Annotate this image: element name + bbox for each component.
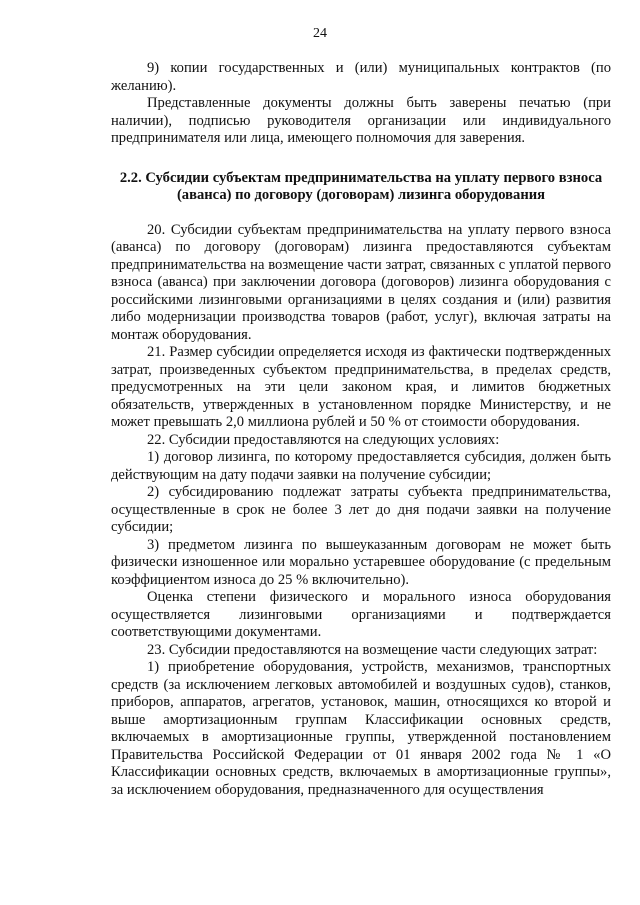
paragraph-certification: Представленные документы должны быть заверены печатью (при наличии), подписью руководителя организации или индивидуального предпринимателя или лица, имеющего полномочия для заверения. <box>111 95 611 146</box>
paragraph-22-condition-2: 2) субсидированию подлежат затраты субъекта предпринимательства, осуществленные в срок не более 3 лет до дня подачи заявки на получение субсидии; <box>111 484 611 535</box>
document-body <box>111 60 611 799</box>
paragraph-20: 20. Субсидии субъектам предпринимательства на уплату первого взноса (аванса) по договору (договорам) лизинга предоставляются субъектам предпринимательства на возмещение части затрат, связанных с уплатой первого взноса (аванса) при заключении договора (договоров) лизинга оборудования с российскими лизинговыми организациями в целях создания и (или) развития либо модернизации производства товаров (работ, услуг), включая затраты на монтаж оборудования. <box>111 221 611 343</box>
paragraph-22-condition-1: 1) договор лизинга, по которому предоставляется субсидия, должен быть действующим на дату подачи заявки на получение субсидии; <box>111 449 611 483</box>
paragraph-22: 22. Субсидии предоставляются на следующих условиях: <box>147 431 500 448</box>
paragraph-22-condition-3: 3) предметом лизинга по вышеуказанным договорам не может быть физически изношенное или морально устаревшее оборудование (с предельным коэффициентом износа до 25 % включительно). <box>111 536 611 588</box>
paragraph-23: 23. Субсидии предоставляются на возмещение части следующих затрат: <box>147 641 598 658</box>
paragraph-23-item-1: 1) приобретение оборудования, устройств, механизмов, транспортных средств (за исключением легковых автомобилей и воздушных судов), станков, приборов, аппаратов, агрегатов, установок, машин, относящихся ко второй и выше амортизационным группам Классификации основных средств, включаемых в амортизационные группы, утвержденной постановлением Правительства Российской Федерации от 01 января 2002 года № 1 «О Классификации основных средств, включаемых в амортизационные группы», за исключением оборудования, предназначенного для осуществления <box>111 659 611 798</box>
page-number: 24 <box>313 26 327 41</box>
paragraph-wear-assessment: Оценка степени физического и морального износа оборудования осуществляется лизинговыми организациями и подтверждается соответствующими документами. <box>111 589 611 640</box>
paragraph-item-9: 9) копии государственных и (или) муниципальных контрактов (по желанию). <box>111 60 611 94</box>
paragraph-21: 21. Размер субсидии определяется исходя из фактически подтвержденных затрат, произведенных субъектом предпринимательства, в пределах средств, предусмотренных на эти цели законом края, и лимитов бюджетных обязательств, утвержденных в установленном порядке Министерству, и не может превышать 2,0 миллиона рублей и 50 % от стоимости оборудования. <box>111 344 611 430</box>
section-heading: 2.2. Субсидии субъектам предпринимательства на уплату первого взноса (аванса) по договору (договорам) лизинга оборудования <box>119 169 603 203</box>
